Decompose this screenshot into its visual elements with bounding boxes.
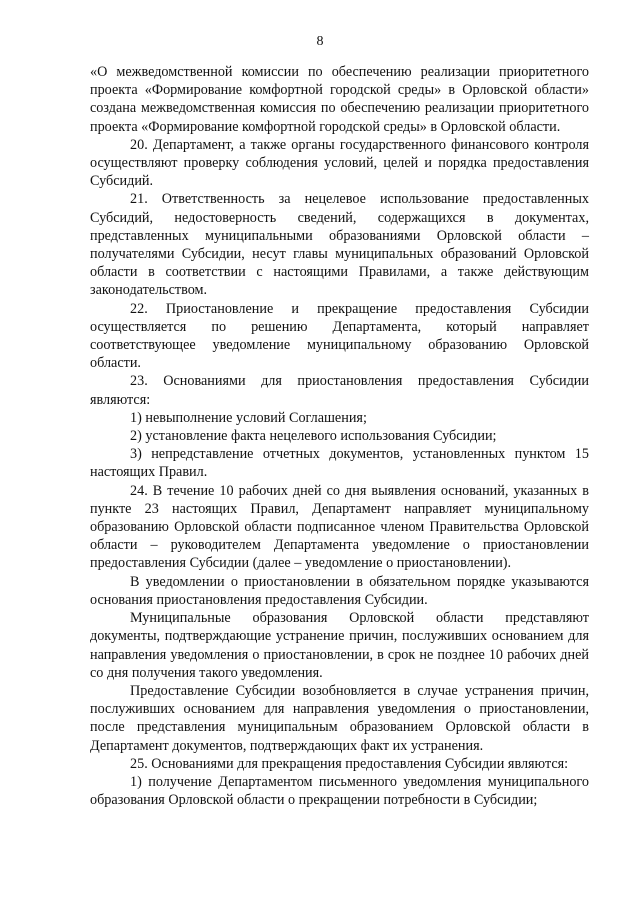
document-body bbox=[90, 63, 589, 809]
paragraph-25: 25. Основаниями для прекращения предоставления Субсидии являются: bbox=[130, 755, 569, 772]
paragraph-22: 22. Приостановление и прекращение предоставления Субсидии осуществляется по решению Департамента, который направляет соответствующее уведомление муниципальному образованию Орловской области. bbox=[90, 300, 589, 372]
paragraph-24-documents: Муниципальные образования Орловской области представляют документы, подтверждающие устранение причин, послуживших основанием для направления уведомления о приостановлении, в срок не позднее 10 рабочих дней со дня получения такого уведомления. bbox=[90, 610, 589, 681]
paragraph-24: 24. В течение 10 рабочих дней со дня выявления оснований, указанных в пункте 23 настоящих Правил, Департамент направляет муниципальному образованию Орловской области подписанное членом Правительства Орловской области – руководителем Департамента уведомление о приостановлении предоставления Субсидии (далее – уведомление о приостановлении). bbox=[90, 482, 589, 572]
paragraph-24-resumption: Предоставление Субсидии возобновляется в случае устранения причин, послуживших основанием для направления уведомления о приостановлении, после представления муниципальным образованием Орловской области в Департамент документов, подтверждающих факт их устранения. bbox=[90, 682, 589, 754]
paragraph-21: 21. Ответственность за нецелевое использование предоставленных Субсидий, недостоверность сведений, содержащихся в документах, представленных муниципальными образованиями Орловской области – получателями Субсидии, несут главы муниципальных образований Орловской области в соответствии с настоящими Правилами, а также действующим законодательством. bbox=[90, 191, 589, 299]
paragraph-23: 23. Основаниями для приостановления предоставления Субсидии являются: bbox=[90, 373, 589, 408]
paragraph-23-item-1: 1) невыполнение условий Соглашения; bbox=[130, 409, 367, 426]
paragraph-25-item-1: 1) получение Департаментом письменного уведомления муниципального образования Орловской области о прекращении потребности в Субсидии; bbox=[90, 773, 589, 809]
paragraph-23-item-2: 2) установление факта нецелевого использования Субсидии; bbox=[130, 428, 497, 445]
page-number: 8 bbox=[316, 34, 324, 49]
paragraph-24-notice-grounds: В уведомлении о приостановлении в обязательном порядке указываются основания приостановления предоставления Субсидии. bbox=[90, 573, 589, 608]
paragraph-23-item-3: 3) непредставление отчетных документов, установленных пунктом 15 настоящих Правил. bbox=[90, 446, 589, 481]
paragraph-intro: «О межведомственной комиссии по обеспечению реализации приоритетного проекта «Формирование комфортной городской среды» в Орловской области» создана межведомственная комиссия по обеспечению реализации приоритетного проекта «Формирование комфортной городской среды» в Орловской области. bbox=[90, 64, 589, 135]
paragraph-20: 20. Департамент, а также органы государственного финансового контроля осуществляют проверку соблюдения условий, целей и порядка предоставления Субсидий. bbox=[90, 136, 589, 190]
